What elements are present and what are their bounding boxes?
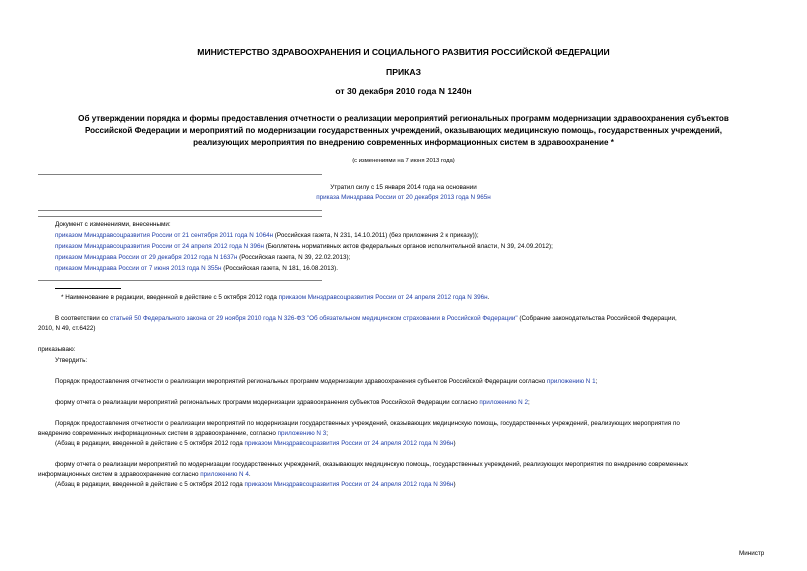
doc-title-line-2: Российской Федерации и мероприятий по модернизации государственных учреждений, оказывающих медицинскую помощь, государственных учреждений, bbox=[84, 126, 723, 135]
minister-signature-label: Министр bbox=[739, 550, 765, 557]
appendix-1-link[interactable]: приложению N 1 bbox=[547, 378, 596, 385]
appendix-3-link[interactable]: приложению N 3 bbox=[277, 430, 327, 437]
divider bbox=[38, 280, 322, 281]
divider bbox=[38, 216, 322, 217]
order-item-1: Порядок предоставления отчетности о реализации мероприятий региональных программ модернизации здравоохранения субъектов Российской Федерации согласно приложению N 1; bbox=[55, 378, 598, 385]
order-item-4-note: (Абзац в редакции, введенной в действие с 5 октября 2012 года приказом Минздравсоцразвития России от 24 апреля 2012 года N 396н) bbox=[55, 481, 456, 488]
order-utverdit: Утвердить: bbox=[55, 357, 88, 364]
appendix-2-link[interactable]: приложению N 2 bbox=[479, 399, 528, 406]
footnote-separator bbox=[55, 288, 121, 289]
divider bbox=[38, 210, 322, 211]
doc-type-heading: ПРИКАЗ bbox=[386, 67, 421, 77]
amendment-link[interactable]: приказом Минздравсоцразвития России от 24 апреля 2012 года N 396н bbox=[244, 481, 454, 488]
appendix-4-link[interactable]: приложению N 4 bbox=[200, 471, 249, 478]
amending-doc-item: приказом Минздравсоцразвития России от 24 апреля 2012 года N 396н (Бюллетень нормативных актов федеральных органов исполнительной власти, N 39, 24.09.2012); bbox=[55, 243, 553, 250]
order-item-3-line-2: внедрению современных информационных систем в здравоохранение, согласно приложению N 3; bbox=[38, 430, 328, 437]
amending-doc-link[interactable]: приказом Минздравсоцразвития России от 24 апреля 2012 года N 396н bbox=[55, 243, 264, 250]
federal-law-link[interactable]: статьей 50 Федерального закона от 29 ноября 2010 года N 326-ФЗ "Об обязательном медицинском страховании в Российской Федерации" bbox=[109, 315, 518, 322]
lost-force-text: Утратил силу с 15 января 2014 года на основании bbox=[330, 184, 477, 191]
ministry-heading: МИНИСТЕРСТВО ЗДРАВООХРАНЕНИЯ И СОЦИАЛЬНОГО РАЗВИТИЯ РОССИЙСКОЙ ФЕДЕРАЦИИ bbox=[197, 47, 610, 57]
amending-doc-item: приказом Минздрава России от 29 декабря 2012 года N 1637н (Российская газета, N 39, 22.02.2013); bbox=[55, 254, 351, 261]
order-item-3-line-1: Порядок предоставления отчетности о реализации мероприятий по модернизации государственных учреждений, оказывающих медицинскую помощь, государственных учреждений, реализующих мероприятия по bbox=[55, 420, 680, 427]
amending-doc-link[interactable]: приказом Минздравсоцразвития России от 21 сентября 2011 года N 1064н bbox=[55, 232, 274, 239]
amending-doc-item: приказом Минздравсоцразвития России от 21 сентября 2011 года N 1064н (Российская газета, N 231, 14.10.2011) (без приложения 2 к приказу)); bbox=[55, 232, 479, 239]
amending-doc-link[interactable]: приказом Минздрава России от 29 декабря 2012 года N 1637н bbox=[55, 254, 238, 261]
amending-doc-item: приказом Минздрава России от 7 июня 2013 года N 355н (Российская газета, N 181, 16.08.2013). bbox=[55, 265, 338, 272]
order-item-2: форму отчета о реализации мероприятий региональных программ модернизации здравоохранения субъектов Российской Федерации согласно приложению N 2; bbox=[55, 399, 530, 406]
footnote: * Наименование в редакции, введенной в действие с 5 октября 2012 года приказом Минздравсоцразвития России от 24 апреля 2012 года N 396н. bbox=[61, 294, 490, 301]
order-item-4-line-2: информационных систем в здравоохранение согласно приложению N 4. bbox=[38, 471, 251, 478]
basis-paragraph-cont: 2010, N 49, ст.6422) bbox=[38, 325, 96, 332]
order-item-3-note: (Абзац в редакции, введенной в действие с 5 октября 2012 года приказом Минздравсоцразвития России от 24 апреля 2012 года N 396н) bbox=[55, 440, 456, 447]
amending-docs-heading: Документ с изменениями, внесенными: bbox=[55, 221, 171, 228]
divider bbox=[38, 174, 322, 175]
lost-force-link[interactable]: приказа Минздрава России от 20 декабря 2013 года N 965н bbox=[316, 194, 491, 201]
doc-date-number: от 30 декабря 2010 года N 1240н bbox=[335, 86, 472, 96]
amendments-note: (с изменениями на 7 июня 2013 года) bbox=[352, 158, 455, 164]
footnote-link[interactable]: приказом Минздравсоцразвития России от 24 апреля 2012 года N 396н bbox=[278, 294, 488, 301]
doc-title-line-1: Об утверждении порядка и формы предоставления отчетности о реализации мероприятий региональных программ модернизации здравоохранения субъектов bbox=[78, 114, 729, 123]
doc-title-line-3: реализующих мероприятия по внедрению современных информационных систем в здравоохранение * bbox=[193, 138, 614, 147]
amendment-link[interactable]: приказом Минздравсоцразвития России от 24 апреля 2012 года N 396н bbox=[244, 440, 454, 447]
order-prikazyvayu: приказываю: bbox=[38, 346, 76, 353]
basis-paragraph: В соответствии со статьей 50 Федерального закона от 29 ноября 2010 года N 326-ФЗ "Об обязательном медицинском страховании в Российской Федерации" (Собрание законодательства Российской Федерации, bbox=[55, 315, 677, 322]
amending-doc-link[interactable]: приказом Минздрава России от 7 июня 2013 года N 355н bbox=[55, 265, 222, 272]
order-item-4-line-1: форму отчета о реализации мероприятий по модернизации государственных учреждений, оказывающих медицинскую помощь, государственных учреждений, реализующих мероприятия по внедрению современных bbox=[55, 461, 688, 468]
